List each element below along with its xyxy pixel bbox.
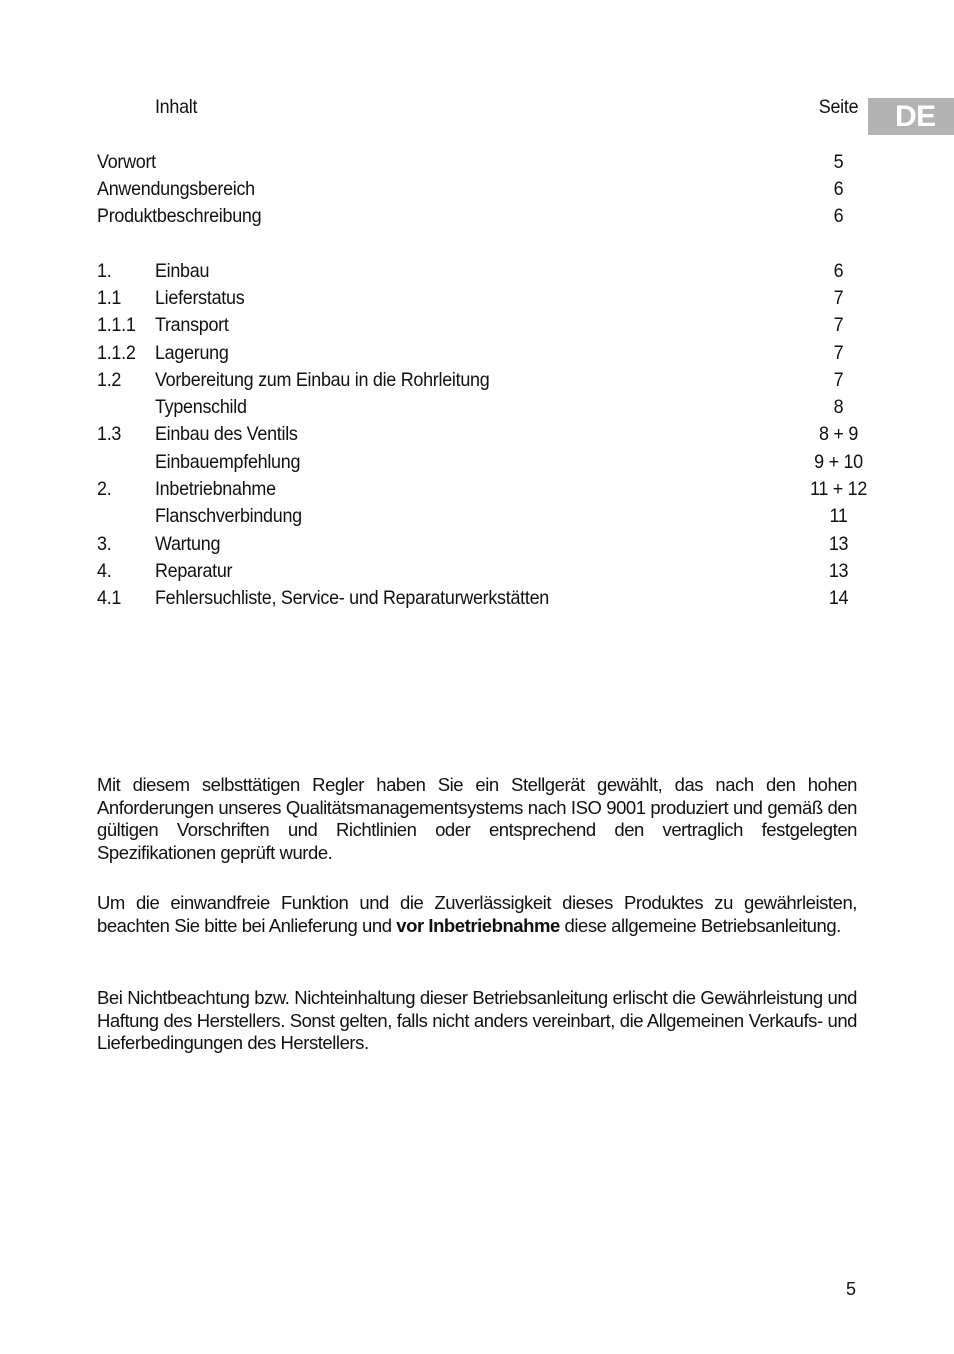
toc-entry-page: 8 + 9 bbox=[818, 423, 859, 445]
toc-entry bbox=[97, 368, 844, 392]
toc-preface-page: 6 bbox=[833, 178, 844, 200]
function-paragraph bbox=[97, 892, 857, 937]
toc-preface-title: Anwendungsbereich bbox=[97, 178, 255, 200]
toc-entry-number: 1.3 bbox=[97, 423, 122, 445]
toc-entry bbox=[97, 395, 844, 419]
toc-entry-page: 7 bbox=[833, 287, 844, 309]
toc-entry-page: 7 bbox=[833, 314, 844, 336]
toc-entry-page: 8 bbox=[833, 396, 844, 418]
toc-entry bbox=[97, 504, 848, 528]
toc-entry-page: 11 bbox=[829, 505, 848, 527]
toc-entry-page: 7 bbox=[833, 369, 844, 391]
toc-entry-page: 6 bbox=[833, 260, 844, 282]
toc-entry-number: 1.2 bbox=[97, 369, 122, 391]
intro-paragraph: Mit diesem selbsttätigen Regler haben Sie ein Stellgerät gewählt, das nach den hohen Anforderungen unseres Qualitätsmanagementsystems nach ISO 9001 produziert und gemäß den gültigen Vorschriften und Richtlinien oder entsprechend den vertraglich festgelegten Spezifikationen geprüft wurde. bbox=[97, 774, 857, 863]
toc-entry-title: Lagerung bbox=[154, 342, 229, 364]
page-number: 5 bbox=[846, 1279, 857, 1299]
toc-header-page-label: Seite bbox=[818, 96, 859, 118]
function-paragraph-emphasis: vor Inbetriebnahme bbox=[396, 914, 560, 936]
toc-entry-title: Lieferstatus bbox=[154, 287, 245, 309]
toc-entry-number: 3. bbox=[97, 533, 112, 555]
toc-entry-number: 1.1 bbox=[97, 287, 122, 309]
function-paragraph-text: Um die einwandfreie Funktion und die Zuverlässigkeit dieses Produktes zu gewährleisten, beachten Sie bitte bei Anlieferung und bbox=[97, 892, 857, 936]
toc-entry bbox=[97, 341, 844, 365]
toc-entry bbox=[97, 450, 863, 474]
toc-entry-number: 1.1.2 bbox=[97, 342, 136, 364]
toc-entry-page: 9 + 10 bbox=[814, 451, 863, 473]
toc-preface-item bbox=[97, 150, 844, 174]
language-tab: DE bbox=[868, 98, 954, 135]
toc-entry-page: 13 bbox=[828, 560, 849, 582]
toc-entry bbox=[97, 586, 849, 610]
toc-entry-title: Typenschild bbox=[154, 396, 247, 418]
toc-header-label: Inhalt bbox=[154, 96, 198, 118]
toc-entry-page: 11 + 12 bbox=[809, 478, 868, 500]
toc-entry bbox=[97, 286, 844, 310]
toc-preface-page: 5 bbox=[833, 151, 844, 173]
toc-entry-title: Einbauempfehlung bbox=[154, 451, 301, 473]
toc-entry-title: Einbau des Ventils bbox=[154, 423, 298, 445]
toc-entry-title: Fehlersuchliste, Service- und Reparaturwerkstätten bbox=[154, 587, 549, 609]
toc-entry-number: 1. bbox=[97, 260, 112, 282]
toc-entry-page: 13 bbox=[828, 533, 849, 555]
toc-header bbox=[97, 95, 859, 119]
toc-preface-page: 6 bbox=[833, 205, 844, 227]
toc-entry bbox=[97, 422, 859, 446]
toc-entry-title: Transport bbox=[154, 314, 229, 336]
toc-entry-title: Wartung bbox=[154, 533, 221, 555]
toc-entry bbox=[97, 477, 868, 501]
toc-entry-number: 2. bbox=[97, 478, 112, 500]
warranty-paragraph: Bei Nichtbeachtung bzw. Nichteinhaltung dieser Betriebsanleitung erlischt die Gewährleistung und Haftung des Herstellers. Sonst gelten, falls nicht anders vereinbart, die Allgemeinen Verkaufs- und Lieferbedingungen des Herstellers. bbox=[97, 987, 857, 1053]
toc-entry bbox=[97, 532, 849, 556]
toc-entry-number: 4.1 bbox=[97, 587, 122, 609]
toc-entry bbox=[97, 259, 844, 283]
function-paragraph-text-end: diese allgemeine Betriebsanleitung. bbox=[559, 914, 841, 936]
toc-preface-title: Vorwort bbox=[97, 151, 156, 173]
toc-entry-title: Flanschverbindung bbox=[154, 505, 302, 527]
toc-entry bbox=[97, 313, 844, 337]
toc-entry-number: 1.1.1 bbox=[97, 314, 136, 336]
toc-entry-title: Vorbereitung zum Einbau in die Rohrleitung bbox=[154, 369, 490, 391]
toc-preface-title: Produktbeschreibung bbox=[97, 205, 262, 227]
toc-entry bbox=[97, 559, 849, 583]
toc-preface-item bbox=[97, 177, 844, 201]
toc-entry-page: 14 bbox=[828, 587, 849, 609]
toc-preface-item bbox=[97, 204, 844, 228]
toc-entry-page: 7 bbox=[833, 342, 844, 364]
toc-entry-title: Einbau bbox=[154, 260, 210, 282]
toc-entry-title: Inbetriebnahme bbox=[154, 478, 276, 500]
toc-entry-title: Reparatur bbox=[154, 560, 233, 582]
toc-entry-number: 4. bbox=[97, 560, 112, 582]
